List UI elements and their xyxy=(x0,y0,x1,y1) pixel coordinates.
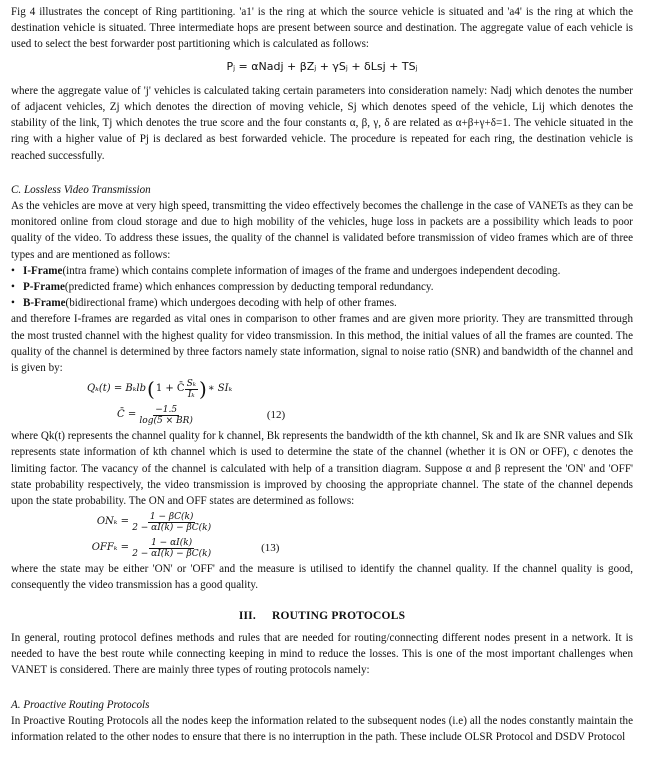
paragraph-routing-intro: In general, routing protocol defines methods and rules that are needed for routing/connecting different nodes present in a network. It is needed to have the best route while connecting keeping in mind to reduce the losses. This is one of the most important challenges when VANET is considered. There are mainly three types of routing protocols namely: xyxy=(11,631,633,677)
paragraph-iframe-priority: and therefore I-frames are regarded as vital ones in comparison to other frames and are given more priority. They are transmitted through the most trusted channel with the highest quality for video transmission. In this method, the initial values of all the frames are counted. The quality of the channel is determined by three factors namely state information, signal to noise ratio (SNR) and bandwidth of the channel and is given by: xyxy=(11,313,633,375)
document-page xyxy=(11,4,633,745)
equation-number-12: (12) xyxy=(266,409,286,422)
list-item: • B-Frame(bidirectional frame) which undergoes decoding with help of other frames. xyxy=(11,295,633,311)
on-off-state-equations: ONₖ = $\frac{1 - \beta C(k)}{2 - \alpha I(k) - \beta C(k)}$ OFFₖ = $\frac{1 - \alpha I(k)}{2 - \alpha I(k) - \beta C(k)}$ (13) xyxy=(91,511,280,559)
subsection-proactive-routing: A. Proactive Routing Protocols xyxy=(11,698,150,711)
paragraph-proactive-routing: In Proactive Routing Protocols all the nodes keep the information related to the subsequent nodes (i.e) all the nodes constantly maintain the information related to the other nodes to ensure that there is no interruption in the path. These include OLSR Protocol and DSDV Protocol xyxy=(11,714,633,743)
list-item: • I-Frame(intra frame) which contains complete information of images of the frame and undergoes independent decoding. xyxy=(11,263,633,279)
paragraph-aggregate-parameters: where the aggregate value of 'j' vehicles is calculated taking certain parameters into consideration namely: Nadj which denotes the number of adjacent vehicles, Zj which denotes the direction of moving vehicle, Sj which denotes speed of the vehicle, Lij which denotes the stability of the link, Tj which denotes the true score and the four constants α, β, γ, δ are related as α+β+γ+δ=1. The vehicle situated in the ring with a higher value of Pj is declared as best forwarded vehicle. The procedure is repeated for each ring, the destination vehicle is reached successfully. xyxy=(11,84,633,162)
paragraph-ring-partitioning: Fig 4 illustrates the concept of Ring partitioning. 'a1' is the ring at which the source vehicle is situated and 'a4' is the ring at which the destination vehicle is situated. Three intermediate hops are present between source and destination. The aggregate value of each vehicle is used to select the best forwarder post partitioning which is calculated as follows: xyxy=(11,6,633,51)
frame-type-list xyxy=(11,263,633,312)
subsection-lossless-video: C. Lossless Video Transmission xyxy=(11,183,151,196)
aggregate-value-equation: Pⱼ = αNadj + βZⱼ + γSⱼ + δLsj + TSⱼ xyxy=(226,59,418,73)
list-item: • P-Frame(predicted frame) which enhances compression by deducting temporal redundancy. xyxy=(11,279,633,295)
paragraph-channel-parameters: where Qk(t) represents the channel quality for k channel, Bk represents the bandwidth of the kth channel, Sk and Ik are SNR values and SIk represents state information of kth channel which is used to determine the state of the channel (whether it is ON or OFF), c denotes the limiting factor. The vacancy of the channel is calculated with help of a transition diagram. Suppose α and β represent the 'ON' and 'OFF' state probability respectively, the video transmission is improved by choosing the appropriate channel. The state of the channel depends upon the state probability. The ON and OFF states are determined as follows: xyxy=(11,430,633,508)
paragraph-video-transmission: As the vehicles are move at very high speed, transmitting the video effectively becomes the challenge in the case of VANETs as they can be monitored online from cloud storage and due to high mobility of the vehicles, huge loss in packets are a possibility which leads to poor quality of the video. To address these issues, the quality of the channel is validated before transmission of video frames which are of three types and are mentioned as follows: xyxy=(11,200,633,261)
paragraph-state-measure: where the state may be either 'ON' or 'OFF' and the measure is utilised to identify the channel quality. If the channel quality is good, consequently the video transmission has a good quality. xyxy=(11,563,633,592)
equation-number-13: (13) xyxy=(261,542,280,555)
section-heading-routing: III. ROUTING PROTOCOLS xyxy=(238,609,406,622)
channel-quality-equation: Qₖ(t) = Bₖlb ( 1 + C̄ $\frac{\text{Sₖ}}{\text{Iₖ}}$ ) ∗ SIₖ C̄ = $\frac{-1.5}{\log(5 \times BR)}$ (12) xyxy=(87,377,286,426)
